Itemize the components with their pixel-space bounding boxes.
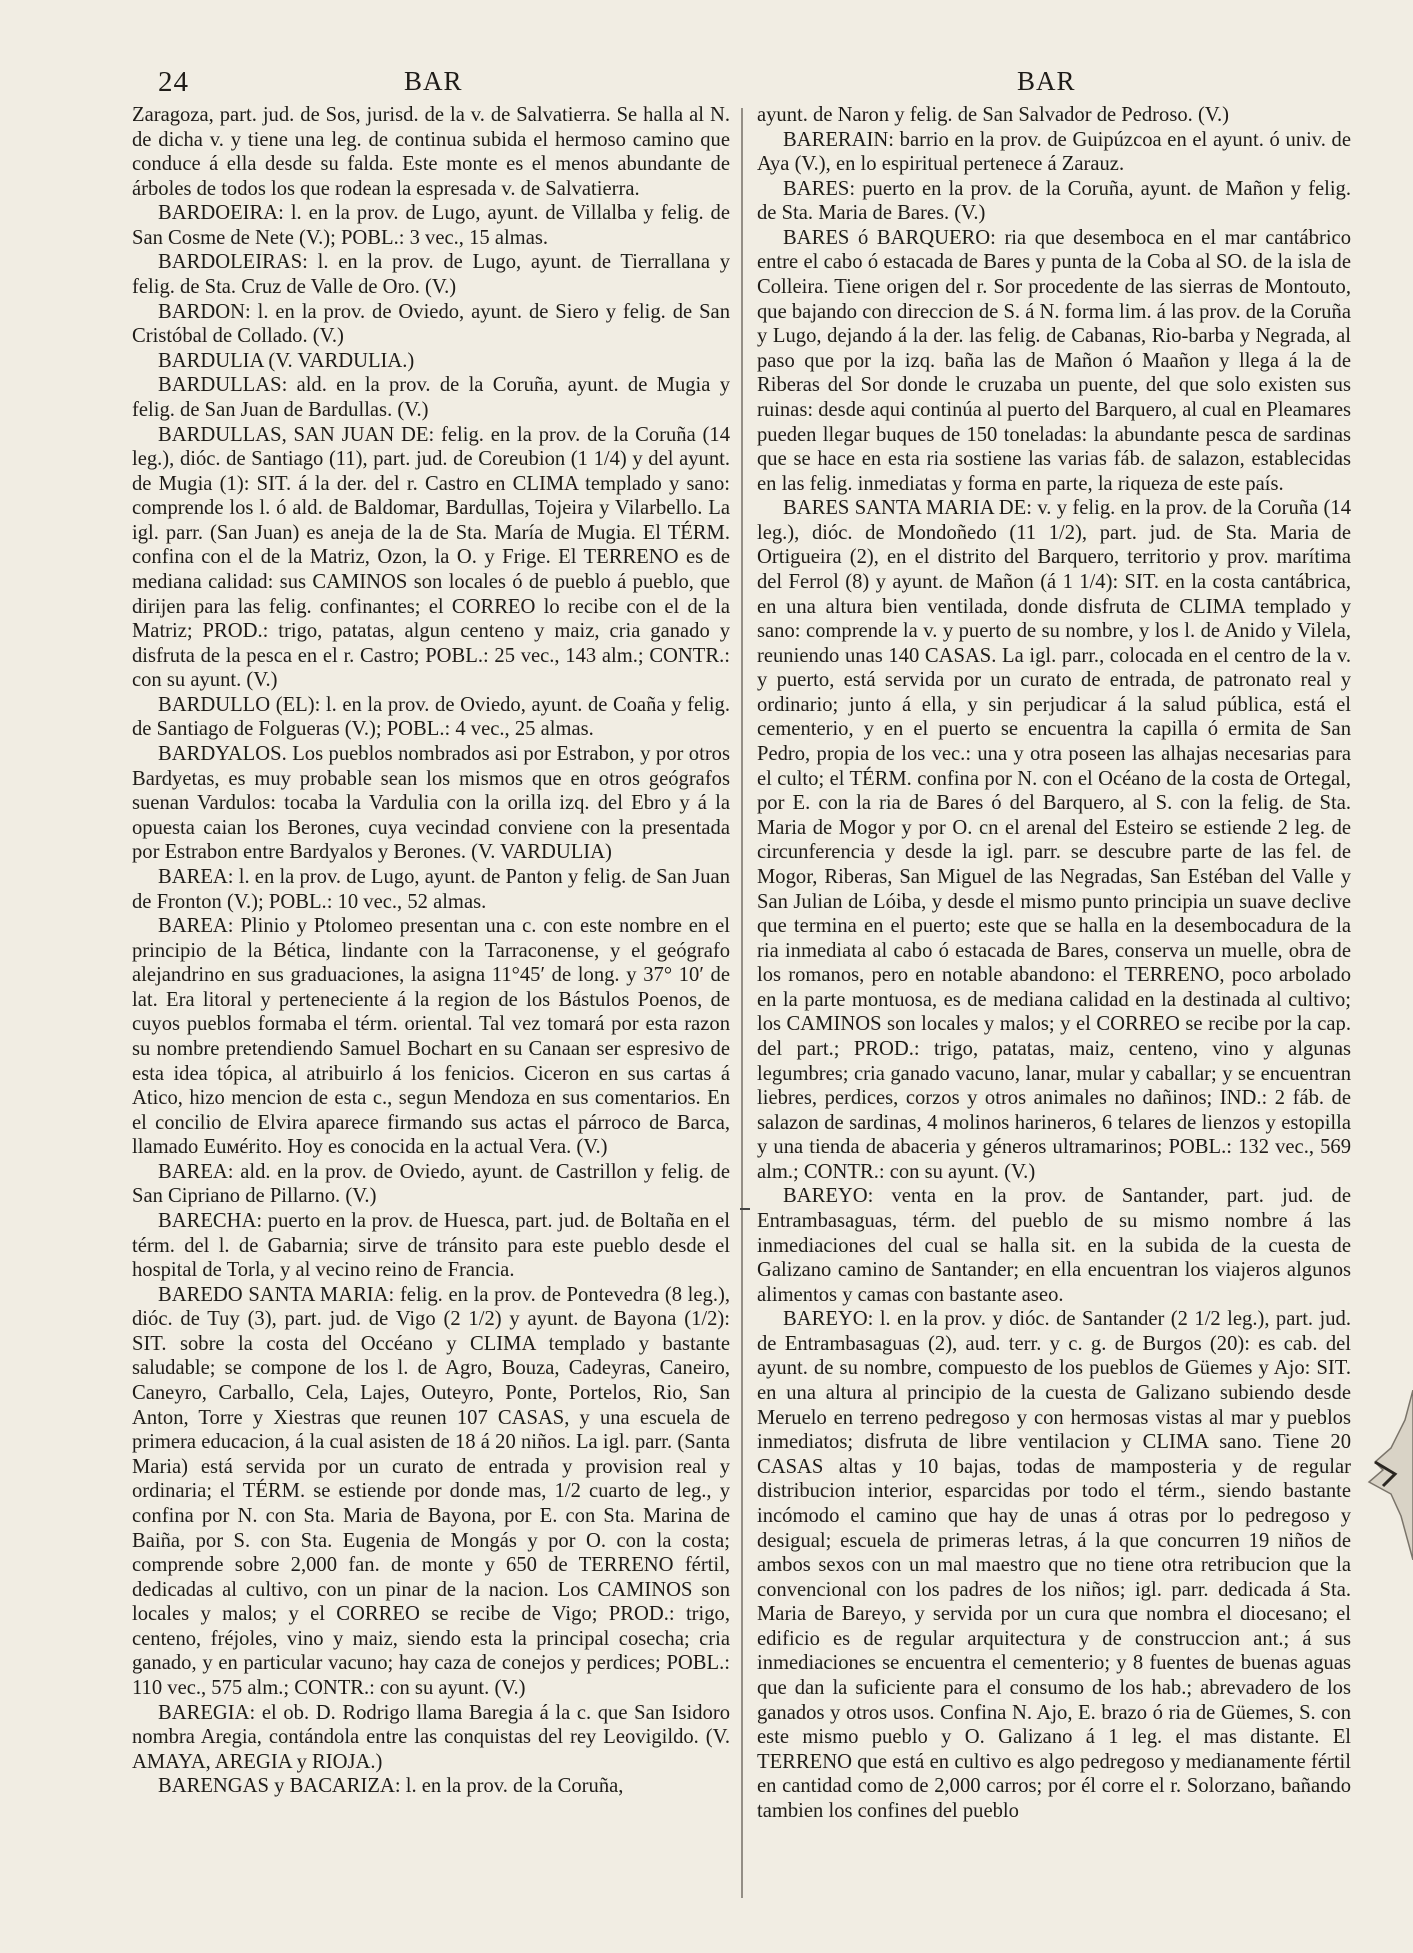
- column-divider: [741, 108, 743, 1898]
- entry: ayunt. de Naron y felig. de San Salvador de Pedroso. (V.): [757, 104, 1230, 126]
- entry: BARES SANTA MARIA DE: v. y felig. en la prov. de la Coruña (14 leg.), dióc. de Mondoñedo (11 1/2), part. jud. de Sta. Maria de Ortigueira (2), en el distrito del Barquero, territorio y prov. marítima del Ferrol (8) y ayunt. de Mañon (á 1 1/4): SIT. en la costa cantábrica, en una altura bien ventilada, donde disfruta de CLIMA templado y sano: comprende la v. y puerto de su nombre, y los l. de Anido y Vilela, reuniendo unas 140 CASAS. La igl. parr., colocada en el centro de la v. y puerto, está servida por un curato de entrada, de patronato real y ordinario; junto á ella, y sin perjudicar á la salud pública, está el cementerio, y en el puerto se encuentra la capilla ó ermita de San Pedro, propia de los vec.: una y otra poseen las alhajas necesarias para el culto; el TÉRM. confina por N. con el Océano de la costa de Ortegal, por E. con la ria de Bares ó del Barquero, al S. con la felig. de Sta. Maria de Mogor y por O. cn el arenal del Esteiro se estiende 2 leg. de circunferencia y desde la igl. parr. se descubre parte de las fel. de Mogor, Riberas, San Miguel de las Negradas, San Estéban del Valle y San Julian de Lóiba, y desde el mismo punto principia un suave declive que termina en el puerto; este que se halla en la desembocadura de la ria inmediata al cabo ó estacada de Bares, conserva un muelle, obra de los romanos, pero en notable abandono: el TERRENO, poco arbolado en la parte montuosa, es de mediana calidad en la destinada al cultivo; los CAMINOS son locales y malos; y el CORREO se recibe por la cap. del part.; PROD.: trigo, patatas, maiz, centeno, vino y algunas legumbres; cria ganado vacuno, lanar, mular y caballar; y se encuentran liebres, perdices, corzos y otros animales no dañinos; IND.: 2 fáb. de salazon de sardinas, 4 molinos harineros, 6 telares de lienzos y estopilla y una tienda de abaceria y géneros ultramarinos; POBL.: 132 vec., 569 alm.; CONTR.: con su ayunt. (V.): [757, 497, 1351, 1183]
- entry: BAREYO: venta en la prov. de Santander, part. jud. de Entrambasaguas, térm. del pueblo de su mismo nombre á las inmediaciones del cual se halla sit. en la subida de la cuesta de Galizano camino de Santander; en ella encuentran los viajeros algunos alimentos y camas con bastante aseo.: [757, 1185, 1351, 1306]
- entry: BARDULLAS: ald. en la prov. de la Coruña, ayunt. de Mugia y felig. de San Juan de Bardullas. (V.): [132, 374, 730, 421]
- running-head-right: BAR: [1017, 66, 1076, 96]
- entry: BARERAIN: barrio en la prov. de Guipúzcoa en el ayunt. ó univ. de Aya (V.), en lo espiritual pertenece á Zarauz.: [757, 128, 1351, 176]
- entry: BARES ó BARQUERO: ria que desemboca en el mar cantábrico entre el cabo ó estacada de Bares y punta de la Coba al SO. de la isla de Colleira. Tiene origen del r. Sor procedente de las sierras de Montouto, que bajando con direccion de S. á N. forma lim. á las prov. de la Coruña y Lugo, dejando á la der. las felig. de Cabanas, Rio-barba y Negrada, al paso que por la izq. baña las de Mañon ó Maañon y llega á la de Riberas del Sor donde le cruzaba un puente, del que solo existen sus ruinas: desde aqui continúa al puerto del Barquero, al cual en Pleamares pueden llegar buques de 150 toneladas: la abundante pesca de sardinas que se hace en esta ria sostiene las varias fáb. de salazon, establecidas en las felig. inmediatas y forma en parte, la riqueza de este país.: [757, 226, 1351, 495]
- entry: Zaragoza, part. jud. de Sos, jurisd. de la v. de Salvatierra. Se halla al N. de dicha v. y tiene una leg. de continua subida el hermoso camino que conduce á ella desde su falda. Este monte es el menos abundante de árboles de todos los que rodean la espresada v. de Salvatierra.: [132, 104, 730, 200]
- page-number: 24: [158, 66, 189, 98]
- entry: BAREDO SANTA MARIA: felig. en la prov. de Pontevedra (8 leg.), dióc. de Tuy (3), part. jud. de Vigo (2 1/2) y ayunt. de Bayona (1/2): SIT. sobre la costa del Occéano y CLIMA templado y bastante saludable; se compone de los l. de Agro, Bouza, Cadeyras, Caneiro, Caneyro, Carballo, Cela, Lajes, Outeyro, Ponte, Portelos, Rio, San Anton, Torre y Xiestras que reunen 107 CASAS, y una escuela de primera educacion, á la cual asisten de 18 á 20 niños. La igl. parr. (Santa Maria) está servida por un curato de entrada y provision real y ordinaria; el TÉRM. se estiende por donde mas, 1/2 cuarto de leg., y confina por N. con Sta. Maria de Bayona, por E. con Sta. Marina de Baiña, por S. con Sta. Eugenia de Mongás y por O. con la costa; comprende sobre 2,000 fan. de monte y 650 de TERRENO fértil, dedicadas al cultivo, con un pinar de la nacion. Los CAMINOS son locales y malos; y el CORREO se recibe de Vigo; PROD.: trigo, centeno, fréjoles, vino y maiz, siendo esta la principal cosecha; cria ganado, y en particular vacuno; hay caza de conejos y perdices; POBL.: 110 vec., 575 alm.; CONTR.: con su ayunt. (V.): [132, 1283, 730, 1699]
- left-column: [132, 103, 730, 1923]
- entry: BAREA: ald. en la prov. de Oviedo, ayunt. de Castrillon y felig. de San Cipriano de Pillarno. (V.): [132, 1160, 730, 1208]
- entry: BAREA: Plinio y Ptolomeo presentan una c. con este nombre en el principio de la Bética, lindante con la Tarraconense, y el geógrafo alejandrino en sus graduaciones, la asigna 11°45′ de long. y 37° 10′ de lat. Era litoral y perteneciente á la region de los Bástulos Poenos, de cuyos pueblos formaba el térm. oriental. Tal vez tomará por esta razon su nombre pretendiendo Samuel Bochart en su Canaan ser espresivo de esta idea tópica, al atribuirlo á los fenicios. Ciceron en sus cartas á Atico, hizo mencion de esta c., segun Mendoza en sus comentarios. En el concilio de Elvira aparece firmando sus actas el párroco de Barca, llamado Euмérito. Hoy es conocida en la actual Vera. (V.): [132, 915, 730, 1159]
- entry: BARES: puerto en la prov. de la Coruña, ayunt. de Mañon y felig. de Sta. Maria de Bares. (V.): [757, 177, 1351, 225]
- entry: BARDYALOS. Los pueblos nombrados asi por Estrabon, y por otros Bardyetas, es muy probable sean los mismos que en otros geógrafos suenan Vardulos: tocaba la Vardulia con la orilla izq. del Ebro y á la opuesta caian los Berones, cuya vecindad conviene con la presentada por Estrabon entre Bardyalos y Berones. (V. VARDULIA): [132, 743, 730, 864]
- entry: BARDOLEIRAS: l. en la prov. de Lugo, ayunt. de Tierrallana y felig. de Sta. Cruz de Valle de Oro. (V.): [132, 251, 730, 299]
- entry: BAREGIA: el ob. D. Rodrigo llama Baregia á la c. que San Isidoro nombra Aregia, contándola entre las conquistas del rey Leovigildo. (V. AMAYA, AREGIA y RIOJA.): [132, 1701, 730, 1773]
- entry: BARENGAS y BACARIZA: l. en la prov. de la Coruña,: [158, 1775, 624, 1798]
- entry: BARDON: l. en la prov. de Oviedo, ayunt. de Siero y felig. de San Cristóbal de Collado. (V.): [132, 300, 730, 348]
- entry: BARDOEIRA: l. en la prov. de Lugo, ayunt. de Villalba y felig. de San Cosme de Nete (V.); POBL.: 3 vec., 15 almas.: [132, 202, 730, 249]
- entry: BARDULLO (EL): l. en la prov. de Oviedo, ayunt. de Coaña y felig. de Santiago de Folgueras (V.); POBL.: 4 vec., 25 almas.: [132, 693, 730, 741]
- right-column: [757, 103, 1351, 1923]
- entry: BARDULLAS, SAN JUAN DE: felig. en la prov. de la Coruña (14 leg.), dióc. de Santiago (11), part. jud. de Coreubion (1 1/4) y del ayunt. de Mugia (1): SIT. á la der. del r. Castro en CLIMA templado y sano: comprende los l. ó ald. de Baldomar, Bardullas, Tojeira y Vilarbello. La igl. parr. (San Juan) es aneja de la de Sta. María de Mugia. El TÉRM. confina con el de la Matriz, Ozon, la O. y Frige. El TERRENO es de mediana calidad: sus CAMINOS son locales ó de pueblo á pueblo, que dirijen para las felig. confinantes; el CORREO lo recibe con el de la Matriz; PROD.: trigo, patatas, algun centeno y maiz, cria ganado y disfruta de la pesca en el r. Castro; POBL.: 25 vec., 143 alm.; CONTR.: con su ayunt. (V.): [132, 423, 730, 692]
- entry: BAREA: l. en la prov. de Lugo, ayunt. de Panton y felig. de San Juan de Fronton (V.); POBL.: 10 vec., 52 almas.: [132, 865, 730, 913]
- entry: BARDULIA (V. VARDULIA.): [158, 349, 415, 372]
- page-edge-tear: [1361, 1390, 1413, 1560]
- entry: BARECHA: puerto en la prov. de Huesca, part. jud. de Boltaña en el térm. del l. de Gabarnia; sirve de tránsito para este pueblo desde el hospital de Torla, y al vecino reino de Francia.: [132, 1210, 730, 1282]
- running-head-left: BAR: [404, 66, 463, 96]
- entry-separator: [740, 1208, 750, 1210]
- entry: BAREYO: l. en la prov. y dióc. de Santander (2 1/2 leg.), part. jud. de Entrambasaguas (2), aud. terr. y c. g. de Burgos (20): es cab. del ayunt. de su nombre, compuesto de los pueblos de Güemes y Ajo: SIT. en una altura al principio de la cuesta de Galizano subiendo desde Meruelo en terreno pedregoso y con hermosas vistas al mar y pueblos inmediatos; disfruta de libre ventilacion y CLIMA sano. Tiene 20 CASAS altas y 10 bajas, todas de mamposteria y de regular distribucion interior, esparcidas por todo el térm., siendo bastante incómodo el camino que hay de unas á otras por lo pedregoso y desigual; escuela de primeras letras, á la que concurren 19 niños de ambos sexos con un mal maestro que no tiene otra retribucion que la convencional con los padres de los niños; igl. parr. dedicada á Sta. Maria de Bareyo, y servida por un cura que nombra el diocesano; el edificio es de regular arquitectura y de construccion ant.; á sus inmediaciones se encuentra el cementerio; y 8 fuentes de buenas aguas que dan la suficiente para el consumo de los hab.; abrevadero de los ganados y otros usos. Confina N. Ajo, E. brazo ó ria de Güemes, S. con este mismo pueblo y O. Galizano á 1 leg. el mas distante. El TERRENO que está en cultivo es algo pedregoso y medianamente fértil en cantidad como de 2,000 carros; por él corre el r. Solorzano, bañando tambien los confines del pueblo: [757, 1308, 1351, 1822]
